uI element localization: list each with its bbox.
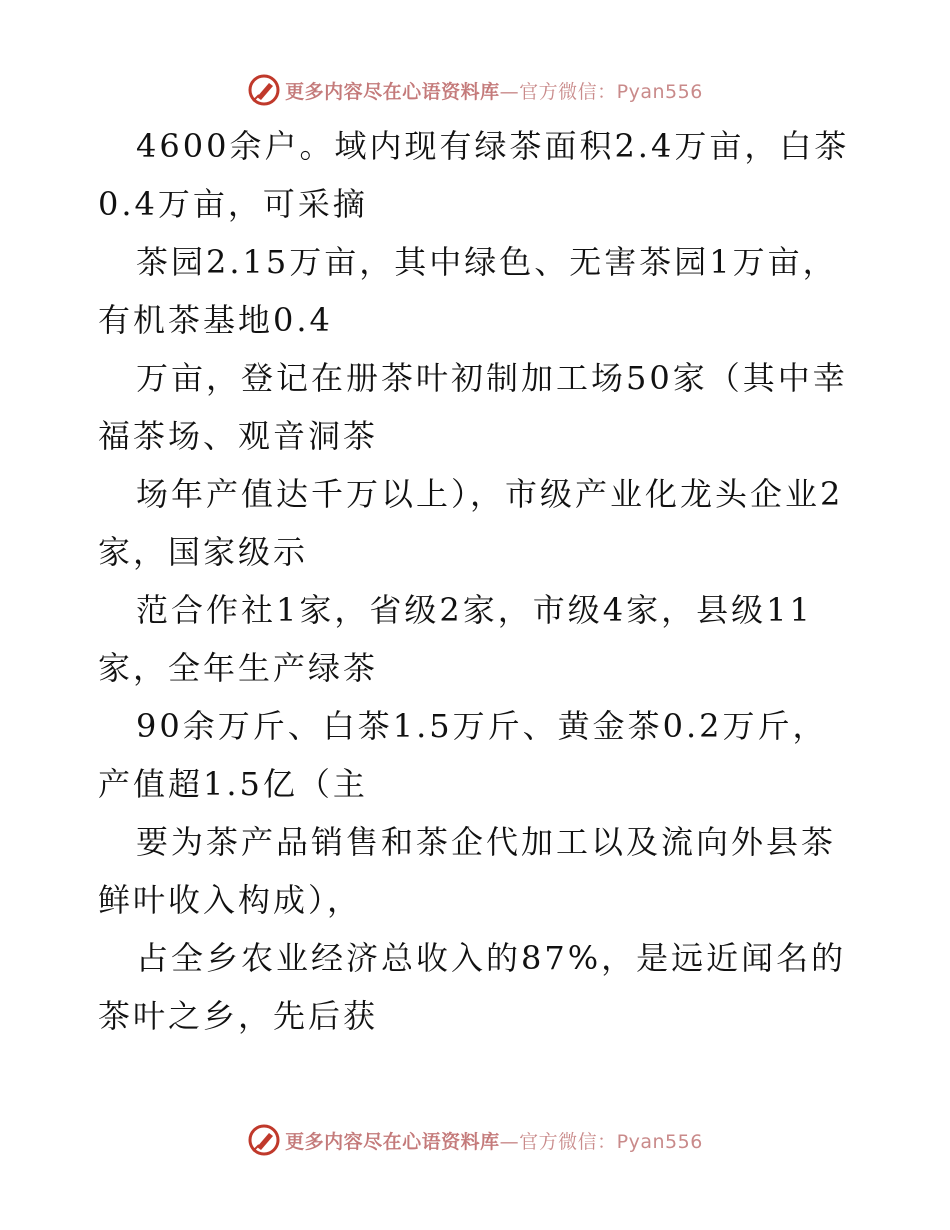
header-watermark <box>0 70 950 110</box>
footer-watermark <box>0 1120 950 1160</box>
paragraph: 范合作社1家，省级2家，市级4家，县级11家，全年生产绿茶 <box>98 591 813 687</box>
watermark-text: 更多内容尽在心语资料库—官方微信：Pyan556 <box>285 1130 703 1153</box>
paragraph: 场年产值达千万以上），市级产业化龙头企业2家，国家级示 <box>98 475 844 571</box>
pen-logo-icon <box>247 1123 281 1157</box>
paragraph: 茶园2.15万亩，其中绿色、无害茶园1万亩，有机茶基地0.4 <box>98 243 838 339</box>
paragraph: 万亩，登记在册茶叶初制加工场50家（其中幸福茶场、观音洞茶 <box>98 359 848 455</box>
pen-logo-icon <box>247 73 281 107</box>
paragraph: 4600余户。域内现有绿茶面积2.4万亩，白茶0.4万亩，可采摘 <box>98 127 850 223</box>
document-body <box>98 117 858 1045</box>
watermark-text: 更多内容尽在心语资料库—官方微信：Pyan556 <box>285 80 703 103</box>
paragraph: 90余万斤、白茶1.5万斤、黄金茶0.2万斤，产值超1.5亿（主 <box>98 707 828 803</box>
paragraph: 占全乡农业经济总收入的87%，是远近闻名的茶叶之乡，先后获 <box>98 939 847 1035</box>
paragraph: 要为茶产品销售和茶企代加工以及流向外县茶鲜叶收入构成）， <box>98 823 837 919</box>
